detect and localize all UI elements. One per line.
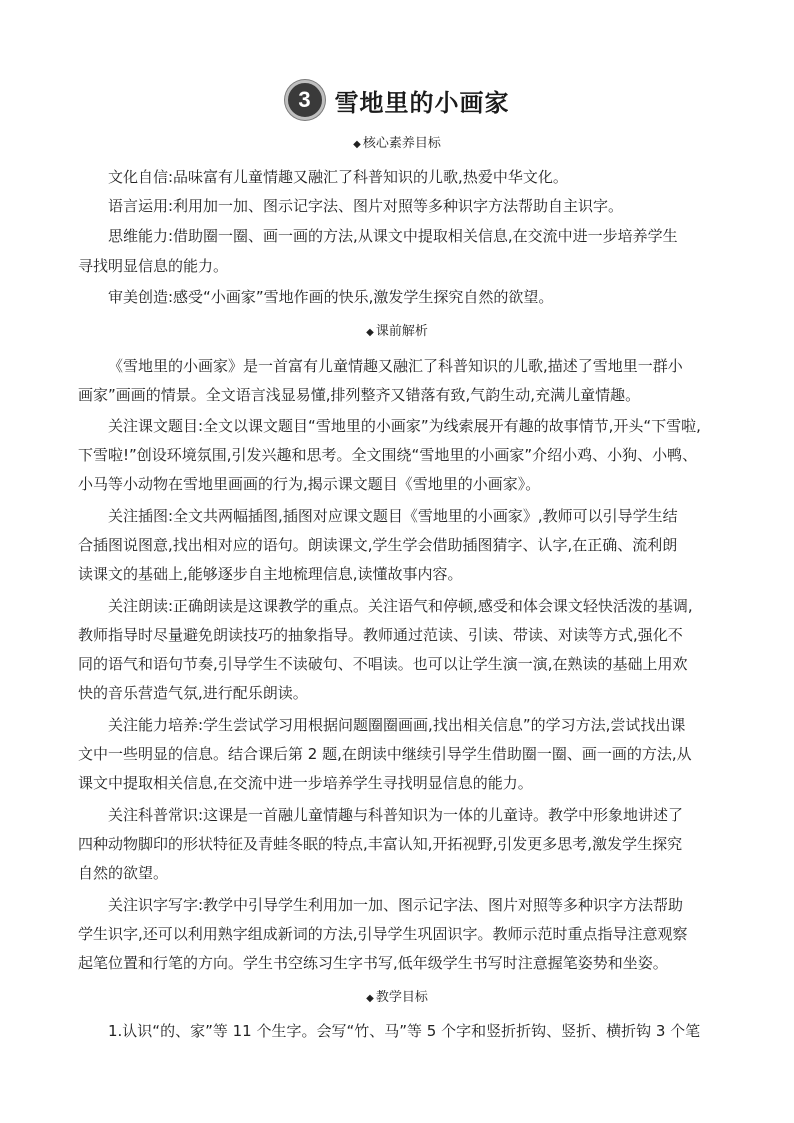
pre-class-line: 自然的欲望。 bbox=[78, 864, 169, 882]
pre-class-line: 四种动物脚印的形状特征及青蛙冬眠的特点,丰富认知,开拓视野,引发更多思考,激发学生探究 bbox=[78, 835, 683, 853]
core-goal-line: 寻找明显信息的能力。 bbox=[78, 257, 229, 275]
pre-class-line: 文中一些明显的信息。结合课后第 2 题,在朗读中继续引导学生借助圈一圈、画一画的方法,从 bbox=[78, 745, 692, 763]
pre-class-line: 关注朗读:正确朗读是这课教学的重点。关注语气和停顿,感受和体会课文轻快活泼的基调, bbox=[108, 597, 693, 615]
pre-class-line: 关注插图:全文共两幅插图,插图对应课文题目《雪地里的小画家》,教师可以引导学生结 bbox=[108, 507, 678, 525]
core-goal-line: 思维能力:借助圈一圈、画一画的方法,从课文中提取相关信息,在交流中进一步培养学生 bbox=[108, 227, 678, 245]
section-heading-core-goals bbox=[0, 132, 794, 151]
pre-class-line: 快的音乐营造气氛,进行配乐朗读。 bbox=[78, 684, 308, 702]
diamond-bullet-icon: ◆ bbox=[366, 327, 374, 338]
section-heading-text: 核心素养目标 bbox=[362, 136, 441, 151]
pre-class-line: 小马等小动物在雪地里画画的行为,揭示课文题目《雪地里的小画家》。 bbox=[78, 475, 541, 493]
section-heading-teaching-goals bbox=[0, 986, 794, 1005]
core-goal-line: 文化自信:品味富有儿童情趣又融汇了科普知识的儿歌,热爱中华文化。 bbox=[108, 168, 568, 186]
pre-class-line: 读课文的基础上,能够逐步自主地梳理信息,读懂故事内容。 bbox=[78, 565, 463, 583]
core-goal-line: 审美创造:感受“小画家”雪地作画的快乐,激发学生探究自然的欲望。 bbox=[108, 288, 554, 306]
pre-class-line: 《雪地里的小画家》是一首富有儿童情趣又融汇了科普知识的儿歌,描述了雪地里一群小 bbox=[108, 357, 683, 375]
pre-class-line: 下雪啦!”创设环境氛围,引发兴趣和思考。全文围绕“雪地里的小画家”介绍小鸡、小狗、小鸭、 bbox=[78, 446, 698, 464]
core-goal-line: 语言运用:利用加一加、图示记字法、图片对照等多种识字方法帮助自主识字。 bbox=[108, 197, 624, 215]
pre-class-line: 关注课文题目:全文以课文题目“雪地里的小画家”为线索展开有趣的故事情节,开头“下雪啦, bbox=[108, 417, 701, 435]
teaching-goal-line: 1.认识“的、家”等 11 个生字。会写“竹、马”等 5 个字和竖折折钩、竖折、横折钩 3 个笔 bbox=[108, 1022, 701, 1040]
diamond-bullet-icon: ◆ bbox=[353, 139, 361, 150]
section-heading-pre-class bbox=[0, 320, 794, 339]
pre-class-line: 合插图说图意,找出相对应的语句。朗读课文,学生学会借助插图猜字、认字,在正确、流利朗 bbox=[78, 536, 678, 554]
pre-class-line: 课文中提取相关信息,在交流中进一步培养学生寻找明显信息的能力。 bbox=[78, 774, 533, 792]
lesson-title-row bbox=[0, 80, 794, 120]
pre-class-line: 关注能力培养:学生尝试学习用根据问题圈圈画画,找出相关信息”的学习方法,尝试找出课 bbox=[108, 716, 686, 734]
pre-class-line: 关注科普常识:这课是一首融儿童情趣与科普知识为一体的儿童诗。教学中形象地讲述了 bbox=[108, 806, 684, 824]
pre-class-line: 起笔位置和行笔的方向。学生书空练习生字书写,低年级学生书写时注意握笔姿势和坐姿。 bbox=[78, 954, 668, 972]
lesson-number-badge: 3 bbox=[285, 80, 325, 120]
section-heading-text: 课前解析 bbox=[375, 324, 428, 339]
pre-class-line: 画家”画画的情景。全文语言浅显易懂,排列整齐又错落有致,气韵生动,充满儿童情趣。 bbox=[78, 386, 641, 404]
section-heading-text: 教学目标 bbox=[375, 990, 428, 1005]
pre-class-line: 学生识字,还可以利用熟字组成新词的方法,引导学生巩固识字。教师示范时重点指导注意观察 bbox=[78, 925, 688, 943]
pre-class-line: 关注识字写字:教学中引导学生利用加一加、图示记字法、图片对照等多种识字方法帮助 bbox=[108, 896, 684, 914]
pre-class-line: 同的语气和语句节奏,引导学生不读破句、不唱读。也可以让学生演一演,在熟读的基础上用欢 bbox=[78, 655, 688, 673]
lesson-title: 雪地里的小画家 bbox=[334, 88, 510, 117]
diamond-bullet-icon: ◆ bbox=[366, 993, 374, 1004]
pre-class-line: 教师指导时尽量避免朗读技巧的抽象指导。教师通过范读、引读、带读、对读等方式,强化不 bbox=[78, 626, 683, 644]
